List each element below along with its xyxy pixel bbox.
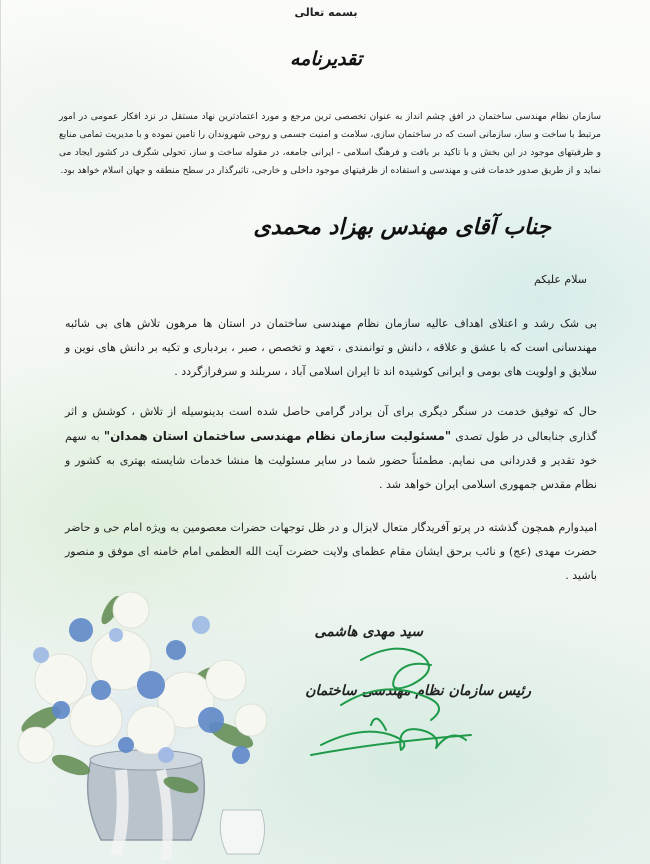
recipient-name: جناب آقای مهندس بهزاد محمدی <box>253 214 551 240</box>
signer-title: رئیس سازمان نظام مهندسی ساختمان <box>305 683 531 699</box>
body-paragraph-3: امیدوارم همچون گذشته در پرتو آفریدگار متعال لایزال و در ظل توجهات حضرات معصومین به ویژه امام حی و حاضر حضرت مهدی (عج) و نائب برحق ایشان مقام عظمای ولایت حضرت آیت الله العظمی امام خامنه ای موفق و منصور باشید . <box>65 521 597 582</box>
flower-vase-illustration <box>1 570 301 864</box>
paragraph-2-text-b: به سهم خود تقدیر و قدردانی می نمایم. مطمئناً حضور شما در سایر مسئولیت ها منشا خدمات شایسته بهتری به کشور و نظام مقدس جمهوری اسلامی ایران خواهد شد . <box>65 430 597 491</box>
body-paragraph-2 <box>65 400 597 497</box>
body-paragraph-1: بی شک رشد و اعتلای اهداف عالیه سازمان نظام مهندسی ساختمان در استان ها مرهون تلاش های بی شائبه مهندسانی است که با عشق و علاقه ، دانش و توانمندی ، تعهد و تخصص ، صبر ، بردباری و تکیه بر دانش های نوین و سلایق و اولویت های بومی و ایرانی کوشیده اند تا ایران اسلامی آباد ، سربلند و سرفرازگردد . <box>65 317 597 378</box>
certificate-title: تقدیرنامه <box>289 48 363 70</box>
position-title-emphasis: "مسئولیت سازمان نظام مهندسی ساختمان استان همدان" <box>103 429 452 443</box>
intro-paragraph: سازمان نظام مهندسی ساختمان در افق چشم انداز به عنوان تخصصی ترین مرجع و مورد اعتمادترین نهاد مستقل در نزد افکار عمومی در امور مرتبط با ساخت و ساز، سازمانی است که در ساختمان سازی، سلامت و امنیت جسمی و روحی شهروندان را تامین نموده و با مدیریت تمامی منابع و ظرفیتهای موجود در این بخش و با تاکید بر بافت و فرهنگ اسلامی - ایرانی جامعه، در مقوله ساخت و ساز، تحولی شگرف در کشور ایجاد می نماید و از طریق صدور خدمات فنی و مهندسی و استفاده از ظرفیتهای موجود داخلی و خارجی، تاثیرگذار در سطح منطقه و جهان اسلام خواهد بود. <box>59 112 601 176</box>
bismillah-heading: بسمه تعالی <box>294 6 358 19</box>
greeting: سلام علیکم <box>533 273 587 286</box>
signer-name: سید مهدی هاشمی <box>314 624 423 640</box>
paragraph-2-text-a: حال که توفیق خدمت در سنگر دیگری برای آن برادر گرامی حاصل شده است بدینوسیله از تلاش ، کوشش و اثر گذاری جنابعالی در طول تصدی <box>65 405 598 443</box>
handwritten-signature <box>301 630 481 770</box>
